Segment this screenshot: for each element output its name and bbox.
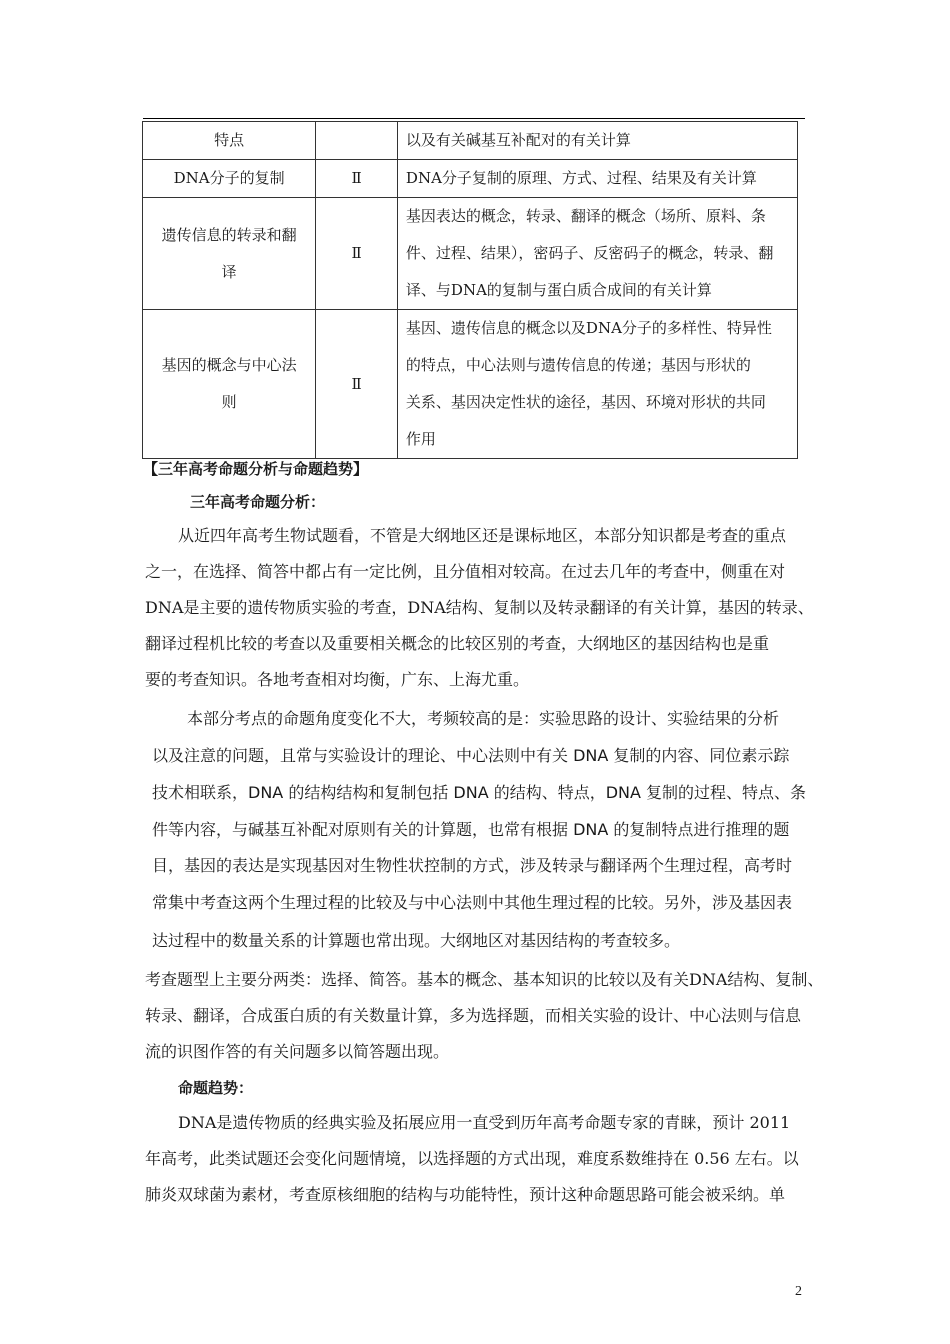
paragraph-line: 以及注意的问题，且常与实验设计的理论、中心法则中有关 DNA 复制的内容、同位素示踪 xyxy=(152,746,790,765)
header-rule xyxy=(143,118,805,119)
req-line: 关系、基因决定性状的途径，基因、环境对形状的共同 xyxy=(405,393,766,411)
paragraph-line: 常集中考查这两个生理过程的比较及与中心法则中其他生理过程的比较。另外，涉及基因表 xyxy=(152,893,793,912)
paragraph-line: 年高考，此类试题还会变化问题情境，以选择题的方式出现，难度系数维持在 0.56 左右。以 xyxy=(145,1149,799,1168)
topic-line: 遗传信息的转录和翻 xyxy=(161,225,297,244)
paragraph-line: 之一，在选择、简答中都占有一定比例，且分值相对较高。在过去几年的考查中，侧重在对 xyxy=(145,562,786,581)
subheading-trend: 命题趋势： xyxy=(178,1079,254,1097)
topic-cell xyxy=(143,310,316,459)
topic-line: 译 xyxy=(221,262,237,281)
level-cell: Ⅱ xyxy=(316,198,398,310)
topic-cell xyxy=(143,122,316,160)
paragraph-line: 从近四年高考生物试题看，不管是大纲地区还是课标地区，本部分知识都是考查的重点 xyxy=(178,526,787,545)
req-line: 译、与DNA的复制与蛋白质合成间的有关计算 xyxy=(405,281,712,299)
topic-line: 特点 xyxy=(214,131,245,149)
table-row xyxy=(143,160,798,198)
paragraph-line: 转录、翻译，合成蛋白质的有关数量计算，多为选择题，而相关实验的设计、中心法则与信息 xyxy=(145,1006,802,1025)
page-number: 2 xyxy=(795,1284,802,1299)
section-title: 【三年高考命题分析与命题趋势】 xyxy=(143,460,369,478)
requirement-cell xyxy=(397,198,797,310)
requirement-cell xyxy=(397,160,797,198)
paragraph-line: 翻译过程机比较的考查以及重要相关概念的比较区别的考查，大纲地区的基因结构也是重 xyxy=(145,634,770,653)
paragraph-line: 达过程中的数量关系的计算题也常出现。大纲地区对基因结构的考查较多。 xyxy=(152,931,681,950)
paragraph-line: 肺炎双球菌为素材，考查原核细胞的结构与功能特性，预计这种命题思路可能会被采纳。单 xyxy=(145,1185,786,1204)
req-line: 作用 xyxy=(405,430,436,448)
level-cell: Ⅱ xyxy=(316,310,398,459)
topic-cell xyxy=(143,160,316,198)
paragraph-line: 件等内容，与碱基互补配对原则有关的计算题，也常有根据 DNA 的复制特点进行推理的题 xyxy=(152,820,790,839)
requirement-cell xyxy=(397,122,797,160)
req-line: 的特点，中心法则与遗传信息的传递；基因与形状的 xyxy=(405,356,751,374)
req-line: 件、过程、结果），密码子、反密码子的概念，转录、翻 xyxy=(405,244,774,262)
topic-line: 基因的概念与中心法 xyxy=(161,356,297,374)
req-line: DNA分子复制的原理、方式、过程、结果及有关计算 xyxy=(405,169,757,187)
req-line: 以及有关碱基互补配对的有关计算 xyxy=(405,131,631,149)
paragraph-line: 考查题型上主要分两类：选择、简答。基本的概念、基本知识的比较以及有关DNA结构、复制、 xyxy=(145,970,824,989)
requirement-cell xyxy=(397,310,797,459)
syllabus-table xyxy=(142,121,798,459)
paragraph-line: 本部分考点的命题角度变化不大，考频较高的是：实验思路的设计、实验结果的分析 xyxy=(187,709,780,728)
paragraph-line: 流的识图作答的有关问题多以简答题出现。 xyxy=(145,1042,450,1061)
topic-cell xyxy=(143,198,316,310)
paragraph-line: 技术相联系，DNA 的结构结构和复制包括 DNA 的结构、特点，DNA 复制的过程、特点、条 xyxy=(152,783,807,802)
level-cell: Ⅱ xyxy=(316,160,398,198)
req-line: 基因表达的概念，转录、翻译的概念（场所、原料、条 xyxy=(405,207,766,225)
paragraph-line: 要的考查知识。各地考查相对均衡，广东、上海尤重。 xyxy=(145,670,530,689)
paragraph-line: DNA是遗传物质的经典实验及拓展应用一直受到历年高考命题专家的青睐，预计 2011 xyxy=(178,1113,791,1132)
topic-line: 则 xyxy=(221,393,237,411)
table-row xyxy=(143,198,798,310)
topic-line: DNA分子的复制 xyxy=(173,169,285,187)
level-cell xyxy=(316,122,398,160)
paragraph-line: DNA是主要的遗传物质实验的考查，DNA结构、复制以及转录翻译的有关计算，基因的转录、 xyxy=(145,598,814,617)
subheading-analysis: 三年高考命题分析： xyxy=(190,493,326,511)
req-line: 基因、遗传信息的概念以及DNA分子的多样性、特异性 xyxy=(405,319,772,337)
table-row xyxy=(143,122,798,160)
table-row xyxy=(143,310,798,459)
paragraph-line: 目，基因的表达是实现基因对生物性状控制的方式，涉及转录与翻译两个生理过程，高考时 xyxy=(152,856,793,875)
